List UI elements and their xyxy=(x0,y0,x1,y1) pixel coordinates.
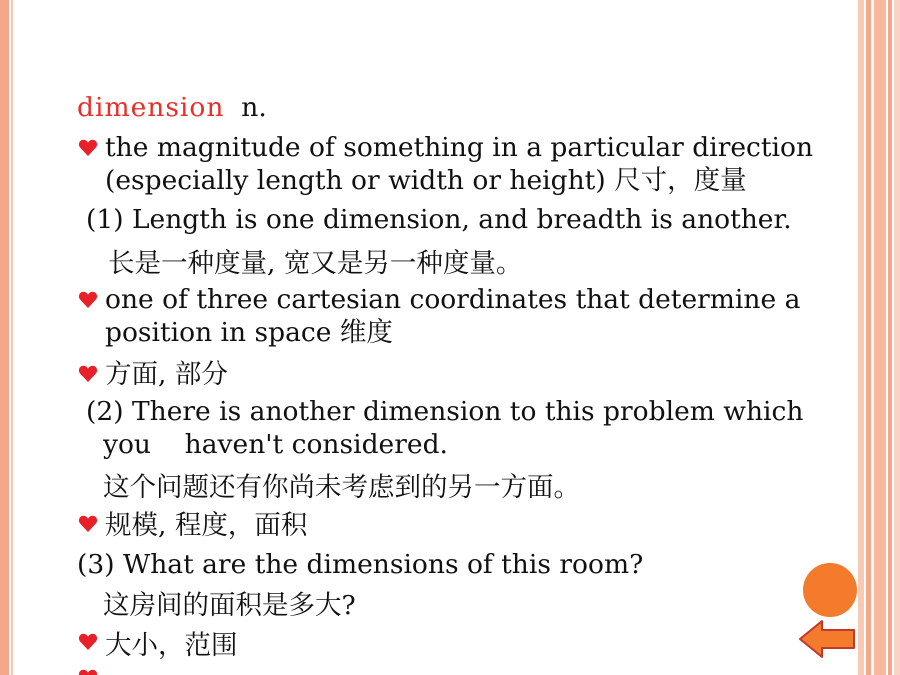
sense-2-line-1: one of three cartesian coordinates that determine a xyxy=(105,284,801,315)
right-stripes-decoration xyxy=(858,0,900,675)
left-border-line xyxy=(11,0,13,675)
sense-5: 大小，范围 xyxy=(105,630,238,661)
sense-1-line-1: the magnitude of something in a particular direction xyxy=(105,132,814,163)
heart-icon xyxy=(78,668,98,675)
example-3-en: (3) What are the dimensions of this room? xyxy=(77,549,644,580)
heart-icon xyxy=(78,514,98,534)
left-border-decoration xyxy=(0,0,9,675)
example-2-en-line-2: you haven't considered. xyxy=(103,429,448,460)
example-2-en-line-1: (2) There is another dimension to this problem which xyxy=(86,396,804,427)
example-1-en: (1) Length is one dimension, and breadth is another. xyxy=(86,204,792,235)
example-3-zh: 这房间的面积是多大? xyxy=(103,590,356,621)
example-2-zh: 这个问题还有你尚未考虑到的另一方面。 xyxy=(103,472,580,503)
heart-icon xyxy=(78,364,98,384)
part-of-speech: n. xyxy=(241,92,267,123)
heart-icon xyxy=(78,138,98,158)
heart-icon xyxy=(78,290,98,310)
example-1-zh: 长是一种度量, 宽又是另一种度量。 xyxy=(108,248,523,279)
heart-icon xyxy=(78,632,98,652)
headword: dimension xyxy=(77,92,225,123)
sense-4: 规模, 程度，面积 xyxy=(105,510,308,541)
sense-1-line-2: (especially length or width or height) 尺寸，度量 xyxy=(105,165,747,196)
sense-3: 方面, 部分 xyxy=(105,359,228,390)
headword-line xyxy=(77,92,267,124)
circle-button[interactable] xyxy=(803,563,857,617)
back-arrow-icon[interactable] xyxy=(797,618,857,660)
sense-2-line-2: position in space 维度 xyxy=(105,317,393,348)
